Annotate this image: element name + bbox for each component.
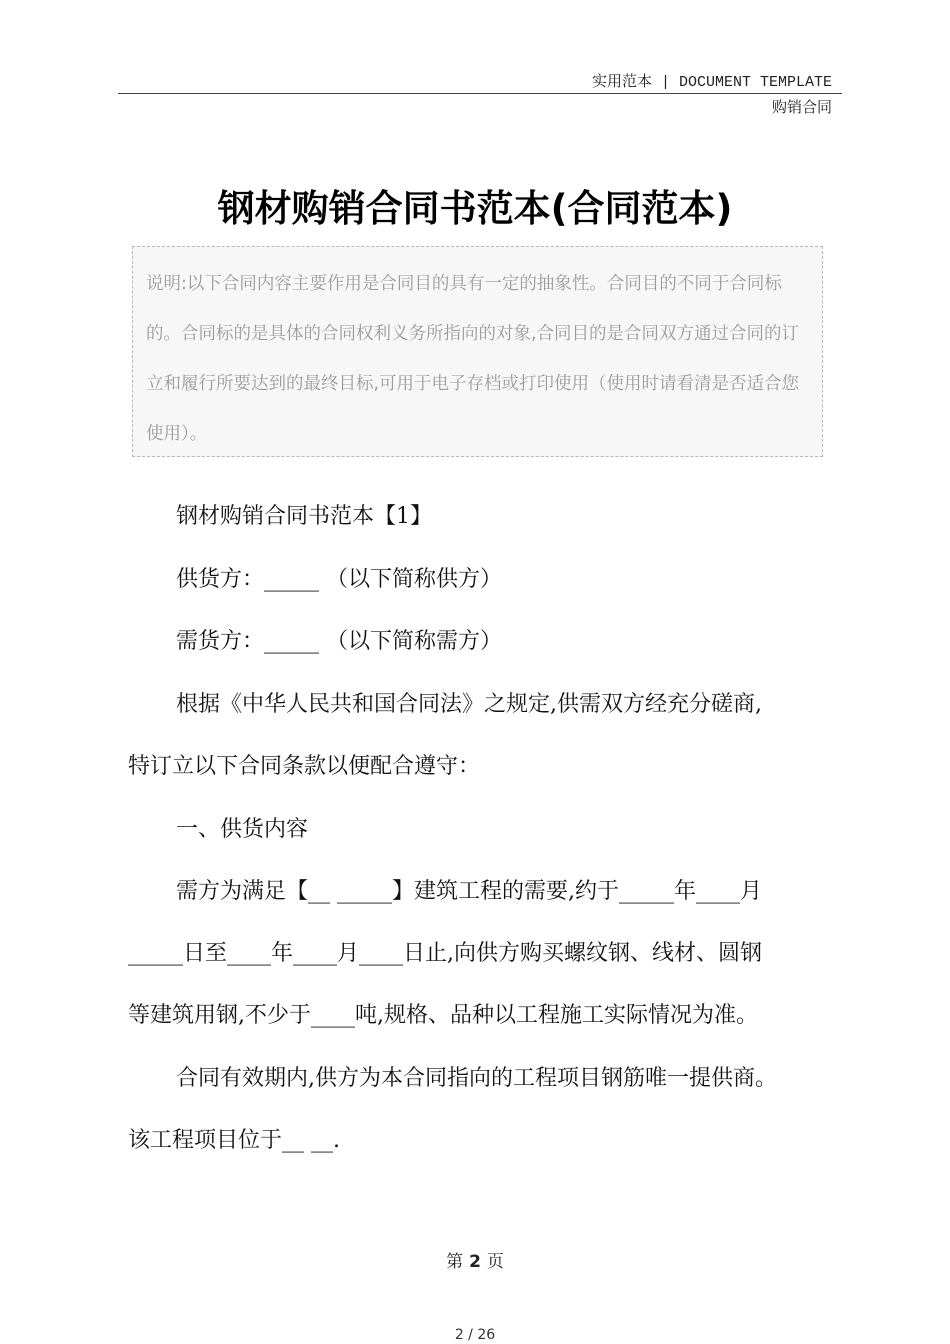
paragraph-line: 该工程项目位于__ __. [128, 1128, 340, 1153]
header-label: 实用范本 | DOCUMENT TEMPLATE [591, 74, 832, 91]
page-prefix: 第 [446, 1252, 464, 1272]
document-title: 钢材购销合同书范本(合同范本) [217, 187, 733, 230]
paragraph-line: 等建筑用钢,不少于____吨,规格、品种以工程施工实际情况为准。 [128, 1003, 758, 1028]
paragraph-line: 根据《中华人民共和国合同法》之规定,供需双方经充分磋商, [176, 692, 762, 717]
buyer-line: 需货方：_____ （以下简称需方） [176, 629, 502, 654]
page-count: 2 / 26 [454, 1327, 496, 1343]
note-text: 说明:以下合同内容主要作用是合同目的具有一定的抽象性。合同目的不同于合同标的。合同标的是具体的合同权利义务所指向的对象,合同目的是合同双方通过合同的订立和履行所要达到的最终目标,可用于电子存档或打印使用（使用时请看清是否适合您使用）。 [146, 274, 800, 444]
page-number: 2 [469, 1252, 481, 1272]
paragraph-line: 需方为满足【__ _____】建筑工程的需要,约于_____年____月 [176, 879, 762, 904]
page-suffix: 页 [486, 1252, 504, 1272]
header-category: 购销合同 [771, 98, 832, 116]
paragraph-line: _____日至____年____月____日止,向供方购买螺纹钢、线材、圆钢 [128, 941, 762, 966]
paragraph-line: 合同有效期内,供方为本合同指向的工程项目钢筋唯一提供商。 [176, 1066, 777, 1091]
clause-heading: 一、供货内容 [176, 817, 309, 842]
paragraph-line: 特订立以下合同条款以便配合遵守： [128, 754, 481, 779]
supplier-line: 供货方：_____ （以下简称供方） [176, 567, 502, 592]
section-heading: 钢材购销合同书范本【1】 [176, 504, 432, 529]
page-footer [0, 1247, 950, 1272]
header-divider [118, 93, 842, 94]
note-box [132, 246, 823, 457]
